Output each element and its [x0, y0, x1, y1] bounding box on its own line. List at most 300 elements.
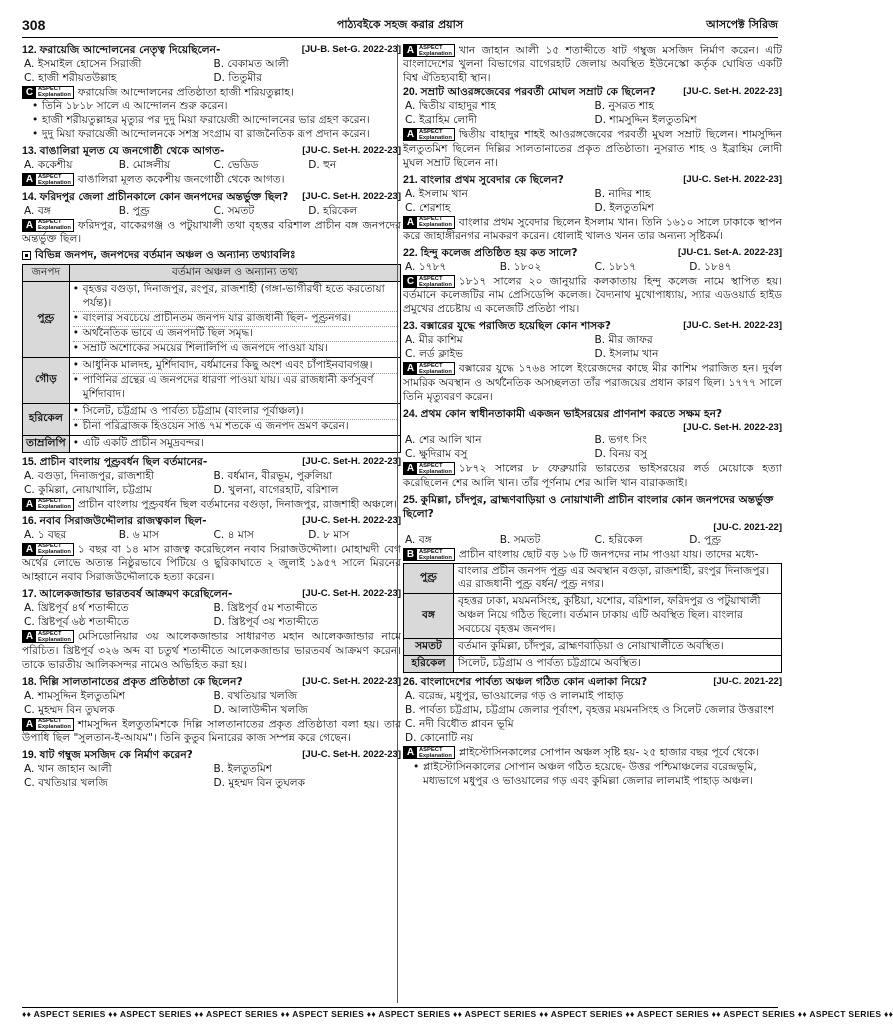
table-row	[404, 656, 782, 673]
explanation-bullets	[403, 761, 782, 789]
option-text: দ্বিতীয় বাহাদুর শাহ	[418, 100, 496, 113]
option-c	[403, 718, 782, 732]
option-b	[593, 188, 783, 202]
explanation-text: বাঙালিরা মূলত ককেশীয় জনগোষ্ঠী থেকে আগত।	[77, 173, 285, 186]
option-a	[22, 159, 117, 173]
explanation-text: প্রাচীন বাংলায় পুণ্ড্রবর্ধন ছিল বর্তমানের বগুড়া, দিনাজপুর, রাজশাহী অঞ্চলে।	[77, 498, 398, 511]
option-text: খান জাহান আলী	[37, 763, 112, 775]
question-number: 19.	[22, 749, 40, 762]
option-d	[212, 72, 402, 86]
option-b	[212, 470, 402, 484]
option-c	[403, 448, 593, 462]
question-text	[22, 145, 302, 159]
badge-label-line: ASPECT	[38, 718, 62, 725]
exam-tag: [JU-C. 2021-22]	[713, 521, 782, 533]
explanation	[403, 216, 782, 244]
option-c	[593, 261, 688, 275]
question-text	[22, 191, 302, 205]
question-stem: ফরিদপুর জেলা প্রাচীনকালে কোন জনপদের অন্তর্ভুক্ত ছিল?	[39, 190, 289, 203]
explanation	[22, 86, 401, 100]
option-text: বিনয় বসু	[609, 448, 648, 461]
badge-label-line: Explanation	[38, 179, 71, 186]
question-number: 18.	[22, 675, 40, 688]
badge-label-line: ASPECT	[419, 462, 443, 469]
question-text	[403, 676, 713, 690]
question-15	[22, 456, 401, 512]
option-letter: C.	[405, 348, 416, 361]
exam-tag: [JU-C. Set-H. 2022-23]	[302, 455, 401, 467]
page-header	[22, 16, 778, 38]
option-letter: B.	[213, 57, 225, 70]
janapada-name: বঙ্গ	[404, 594, 454, 639]
badge-label-line: ASPECT	[38, 219, 62, 226]
badge-label-line: Explanation	[419, 752, 452, 759]
option-a	[403, 434, 593, 448]
question-stem: বক্সারের যুদ্ধে পরাজিত হয়েছিল কোন শাসক?	[420, 320, 611, 333]
question-number: 23.	[403, 320, 421, 333]
explanation	[403, 548, 782, 562]
option-text: ইলতুতমিশ	[227, 763, 272, 775]
badge-label-line: ASPECT	[419, 746, 443, 753]
question-line	[22, 44, 401, 58]
option-letter: A.	[24, 689, 35, 702]
badge-label	[417, 463, 454, 475]
option-text: বখতিয়ার খলজি	[38, 776, 108, 789]
info-list	[73, 283, 397, 356]
question-line	[22, 588, 401, 602]
badge-label	[417, 276, 454, 288]
option-text: হাজী শরীয়তউল্লাহ	[38, 71, 117, 84]
janapada-info	[69, 403, 400, 435]
option-text: মুহম্মদ বিন তুঘলক	[228, 776, 306, 789]
question-line	[403, 247, 782, 261]
question-25	[403, 494, 782, 674]
answer-letter: A	[404, 462, 417, 475]
answer-letter: B	[404, 548, 417, 561]
question-24	[403, 408, 782, 491]
options	[22, 159, 401, 173]
option-letter: B.	[213, 602, 225, 615]
badge-label-line: Explanation	[419, 134, 452, 141]
info-list	[73, 359, 397, 402]
question-stem: প্রথম কোন স্বাধীনতাকামী একজন ভাইসরয়ের প্রাণনাশ করতে সক্ষম হন?	[420, 407, 723, 420]
explanation-text: খান জাহান আলী ১৫ শতাব্দীতে ষাট গম্বুজ মসজিদ নির্মাণ করেন। এটি বাংলাদেশের খুলনা বিভাগের বাগেরহাট জেলায় অবস্থিত ইউনেস্কো কর্তৃক ঘোষিত একটি বিশ্ব ঐতিহ্যবাহী স্থান।	[403, 44, 782, 85]
option-b	[212, 763, 402, 777]
option-letter: D.	[213, 483, 226, 496]
option-b	[212, 58, 402, 72]
question-text	[403, 86, 683, 100]
option-text: ইসলাম খান	[418, 187, 468, 200]
badge-label	[417, 45, 454, 57]
option-letter: B.	[499, 261, 511, 274]
option-d	[687, 534, 782, 548]
option-d	[306, 529, 401, 543]
table-header-row	[23, 265, 401, 282]
answer-letter: A	[404, 216, 417, 229]
explanation-text: প্লাইস্টোসিনকালের সোপান অঞ্চল সৃষ্টি হয়- ২৫ হাজার বছর পূর্বে থেকে।	[458, 746, 759, 759]
aspect-explanation-badge-icon	[403, 275, 455, 288]
option-text: পার্বত্য চট্টগ্রাম, চট্টগ্রাম জেলার পূর্বাংশ, বৃহত্তর ময়মনসিংহ ও সিলেট জেলার উত্তরাংশ	[419, 704, 774, 717]
question-line	[22, 749, 401, 763]
option-c	[212, 159, 307, 173]
exam-tag: [JU-C. Set-H. 2022-23]	[302, 749, 401, 761]
option-text: মোঙ্গলীয়	[132, 159, 171, 172]
question-line	[22, 145, 401, 159]
question-line	[403, 320, 782, 334]
explanation	[22, 543, 401, 585]
table-header-cell: জনপদ	[23, 265, 70, 282]
option-letter: A.	[405, 434, 416, 447]
option-letter: A.	[405, 261, 416, 274]
option-d	[306, 205, 401, 219]
badge-label	[417, 549, 454, 561]
question-21	[403, 174, 782, 244]
option-letter: B.	[118, 529, 130, 541]
info-item: • এটি একটি প্রাচীন সমুদ্রবন্দর।	[73, 437, 397, 451]
badge-label-line: Explanation	[38, 636, 71, 643]
question-19	[22, 749, 401, 791]
options	[403, 534, 782, 548]
option-a	[403, 534, 498, 548]
options	[403, 334, 782, 362]
option-c	[593, 534, 688, 548]
exam-tag: [JU-C. Set-H. 2022-23]	[302, 675, 401, 687]
explanation-text: ১৮১৭ সালের ২০ জানুয়ারি কলকাতায় হিন্দু কলেজ নামে স্থাপিত হয়। বর্তমানে কলেজটির নাম প্রেসিডেন্সি কলেজ। বৈদ্যনাথ মুখোপাধ্যায়, স্যার এডওয়ার্ড হাইড প্রমুখের প্রচেষ্টায় এ কলেজটি প্রতিষ্ঠা পায়।	[403, 275, 782, 316]
option-letter: C.	[24, 71, 35, 84]
question-number: 16.	[22, 515, 40, 528]
question-text	[22, 749, 302, 763]
option-letter: B.	[118, 159, 130, 172]
option-text: হরিকেল	[323, 204, 358, 217]
option-d	[212, 616, 402, 630]
option-text: সমতট	[227, 204, 255, 217]
aspect-explanation-badge-icon	[22, 630, 74, 643]
right-column	[403, 44, 782, 1003]
aspect-explanation-badge-icon	[403, 44, 455, 57]
badge-label-line: Explanation	[38, 724, 71, 731]
badge-label-line: Explanation	[38, 92, 71, 99]
option-text: ৮ মাস	[323, 529, 350, 541]
option-text: তিতুমীর	[228, 71, 263, 84]
janapada-info	[69, 282, 400, 358]
option-letter: A.	[24, 469, 35, 482]
janapada-table-2	[403, 563, 782, 674]
option-a	[22, 763, 212, 777]
badge-label-line: Explanation	[38, 549, 71, 556]
badge-label-line: ASPECT	[38, 86, 62, 93]
option-letter: D.	[308, 529, 320, 541]
options	[403, 434, 782, 462]
question-stem: বাংলাদেশের পার্বত্য অঞ্চল গঠিত কোন এলাকা নিয়ে?	[420, 676, 648, 689]
question-stem: দিল্লি সালতানাতের প্রকৃত প্রতিষ্ঠাতা কে ছিলেন?	[39, 675, 243, 688]
badge-label	[36, 86, 73, 98]
question-stem: হিন্দু কলেজ প্রতিষ্ঠিত হয় কত সালে?	[420, 247, 578, 260]
option-letter: D.	[213, 703, 226, 716]
option-d	[212, 484, 402, 498]
option-b	[593, 334, 783, 348]
option-a	[22, 58, 212, 72]
option-letter: D.	[213, 616, 226, 629]
option-text: মীর জাফর	[608, 334, 653, 347]
option-text: পুণ্ড্র	[132, 204, 150, 217]
question-16	[22, 515, 401, 585]
question-text	[403, 247, 678, 261]
badge-label-line: ASPECT	[419, 362, 443, 369]
option-c	[22, 704, 212, 718]
badge-label-line: Explanation	[419, 554, 452, 561]
explanation-text: ১ বছর বা ১৪ মাস রাজত্ব করেছিলেন নবাব সিরাজউদ্দৌলা। মোহাম্মদী বেগ অর্থের লোভে অত্যন্ত নিষ্ঠুরভাবে পিটিয়ে ও ছুরিকাঘাতে ২ জুলাই ১৯৫৭ সালে মিরনের আহ্বানে নবাব সিরাজউদ্দৌলাকে হত্যা করেন।	[22, 543, 401, 584]
option-a	[22, 602, 212, 616]
option-letter: C.	[213, 159, 225, 172]
answer-letter: A	[404, 128, 417, 141]
option-text: বঙ্গ	[37, 204, 51, 217]
header-title: পাঠ্যবইকে সহজ করার প্রয়াস	[336, 18, 464, 31]
badge-label-line: ASPECT	[419, 128, 443, 135]
option-a	[403, 100, 593, 114]
explanation	[403, 128, 782, 170]
badge-label	[417, 216, 454, 228]
question-text	[22, 515, 302, 529]
option-c	[22, 777, 212, 791]
option-b	[117, 529, 212, 543]
aspect-explanation-badge-icon	[22, 718, 74, 731]
explanation	[403, 275, 782, 317]
info-item: • আধুনিক মালদহ, মুর্শিদাবাদ, বর্ধমানের কিছু অংশ এবং চাঁপাইনবাবগঞ্জ।	[73, 359, 397, 374]
janapada-info: সিলেট, চট্টগ্রাম ও পার্বত্য চট্টগ্রামে অবস্থিত।	[454, 656, 782, 673]
option-letter: C.	[594, 534, 606, 547]
checkbox-icon	[22, 251, 31, 260]
question-stem: কুমিল্লা, চাঁদপুর, ব্রাহ্মণবাড়িয়া ও নোয়াখালী প্রাচীন বাংলার কোন জনপদের অন্তর্ভুক্ত ছিলো?	[403, 493, 774, 520]
option-b	[593, 100, 783, 114]
option-text: আলাউদ্দীন খলজি	[228, 703, 308, 716]
option-a	[22, 529, 117, 543]
option-text: ভগৎ সিং	[608, 434, 647, 447]
option-letter: D.	[308, 159, 320, 172]
option-a	[22, 205, 117, 219]
options	[403, 690, 782, 746]
question-18	[22, 676, 401, 746]
option-text: ১৭৮৭	[418, 261, 447, 274]
answer-letter: A	[404, 362, 417, 375]
explanation	[403, 44, 782, 86]
options	[403, 188, 782, 216]
option-text: ৪ মাস	[227, 529, 254, 541]
option-c	[212, 205, 307, 219]
option-c	[403, 348, 593, 362]
answer-letter: A	[404, 44, 417, 57]
table-header-cell: বর্তমান অঞ্চল ও অন্যান্য তথ্য	[69, 265, 400, 282]
badge-label	[36, 174, 73, 186]
question-stem: প্রাচীন বাংলায় পুণ্ড্রবর্ধন ছিল বর্তমানের-	[39, 455, 208, 468]
exam-tag: [JU-C. 2021-22]	[713, 676, 782, 688]
option-d	[306, 159, 401, 173]
question-number: 21.	[403, 173, 421, 186]
question-12	[22, 44, 401, 142]
option-b	[498, 261, 593, 275]
explanation-text: প্রাচীন বাংলায় ছোট বড় ১৬ টি জনপদের নাম পাওয়া যায়। তাদের মধ্যে-	[458, 548, 759, 561]
badge-label-line: ASPECT	[38, 173, 62, 180]
question-14	[22, 191, 401, 453]
janapada-info: বৃহত্তর ঢাকা, ময়মনসিংহ, কুষ্টিয়া, যশোর, বরিশাল, ফরিদপুর ও পটুয়াখালী অঞ্চল নিয়ে গঠিত ছিলো। বর্তমান ঢাকায় এটি অবস্থিত ছিল। বাংলার সবচেয়ে বৃহত্তম জনপদ।	[454, 594, 782, 639]
option-text: ১৮১৭	[608, 261, 637, 274]
question-number: 15.	[22, 455, 40, 468]
janapada-name: তাম্রলিপি	[23, 435, 70, 452]
question-line	[403, 408, 782, 422]
badge-label-line: ASPECT	[419, 275, 443, 282]
question-line	[403, 676, 782, 690]
option-letter: C.	[213, 529, 225, 541]
option-text: হরিকেল	[608, 534, 643, 547]
option-b	[212, 602, 402, 616]
question-number: 26.	[403, 676, 421, 689]
table-row	[404, 563, 782, 594]
option-a	[403, 690, 782, 704]
answer-letter: A	[23, 173, 36, 186]
answer-letter: C	[404, 275, 417, 288]
table-row	[23, 357, 401, 403]
badge-label-line: Explanation	[419, 468, 452, 475]
question-stem: সম্রাট আওরঙ্গজেবের পরবর্তী মোঘল সম্রাট কে ছিলেন?	[420, 86, 656, 99]
options	[22, 690, 401, 718]
explanation	[22, 219, 401, 247]
option-letter: B.	[499, 534, 511, 547]
table-title	[22, 249, 401, 263]
option-d	[212, 704, 402, 718]
question-13	[22, 145, 401, 187]
option-b	[117, 205, 212, 219]
explanation-text: শামসুদ্দিন ইলতুতমিশকে দিল্লি সালতানাতের প্রকৃত প্রতিষ্ঠাতা বলা হয়। তার উপাধি ছিল "সুলতান-ই-আযম"। তিনি কুতুব মিনারের কাজ সম্পন্ন করে গেছেন।	[22, 718, 401, 745]
option-text: শামসুদ্দিন ইলতুতমিশ	[37, 689, 126, 702]
question-number: 14.	[22, 190, 40, 203]
option-text: কোনোটি নয়	[419, 732, 474, 745]
option-letter: A.	[24, 602, 35, 615]
option-d	[403, 732, 782, 746]
question-stem: নবাব সিরাজউদ্দৌলার রাজত্বকাল ছিল-	[39, 515, 207, 528]
header-series: আসপেক্ট সিরিজ	[706, 18, 778, 31]
aspect-explanation-badge-icon	[22, 173, 74, 186]
option-text: ১ বছর	[37, 529, 67, 541]
exam-tag: [JU-C. Set-H. 2022-23]	[683, 320, 782, 332]
aspect-explanation-badge-icon	[403, 362, 455, 375]
badge-label-line: ASPECT	[419, 44, 443, 51]
option-text: শামসুদ্দিন ইলতুতমিশ	[609, 114, 697, 127]
janapada-table	[22, 264, 401, 453]
badge-label-line: Explanation	[419, 368, 452, 375]
options	[22, 58, 401, 86]
badge-label-line: ASPECT	[419, 216, 443, 223]
option-a	[403, 334, 593, 348]
exam-tag: [JU-C. Set-H. 2022-23]	[683, 86, 782, 98]
option-letter: C.	[405, 201, 416, 214]
option-letter: D.	[594, 201, 607, 214]
option-text: কুমিল্লা, নোয়াখালি, চট্টগ্রাম	[38, 483, 152, 496]
option-text: খ্রিষ্টপূর্ব ৫ম শতাব্দীতে	[227, 602, 318, 615]
option-b	[403, 704, 782, 718]
info-item: • সম্রাট অশোকের সময়ের শিলালিপি এ জনপদে পাওয়া যায়।	[73, 342, 397, 356]
option-text: লর্ড ক্লাইভ	[419, 348, 463, 361]
option-text: ক্ষুদিরাম বসু	[419, 448, 468, 461]
janapada-name: পুণ্ড্র	[404, 563, 454, 594]
option-letter: C.	[405, 114, 416, 127]
badge-label	[417, 363, 454, 375]
option-letter: B.	[594, 334, 606, 347]
option-text: বগুড়া, দিনাজপুর, রাজশাহী	[37, 469, 155, 482]
answer-letter: A	[23, 219, 36, 232]
janapada-name: পুণ্ড্র	[23, 282, 70, 358]
bullet-item: • হাজী শরীয়তুল্লাহর মৃত্যুর পর দুদু মিয়া ফরায়েজী আন্দোলনের ভার গ্রহণ করেন।	[32, 114, 401, 128]
explanation-text: মেসিডোনিয়ার ৩য় আলেকজান্ডার সাধারণত মহান আলেকজান্ডার নামে পরিচিত। খ্রিষ্টপূর্ব ৩২৬ অব্দ বা চতুর্থ শতাব্দীতে আলেকজান্ডার ভারতবর্ষ আক্রমণ করেন। তাকে ভারতীয় আলিকসন্দর নামেও অভিহিত করা হয়।	[22, 630, 401, 671]
option-letter: D.	[689, 261, 701, 274]
option-letter: A.	[405, 187, 416, 200]
option-text: খ্রিষ্টপূর্ব ৩য় শতাব্দীতে	[228, 616, 319, 629]
option-letter: B.	[594, 434, 606, 447]
bullet-item: • তিনি ১৮১৮ সালে এ আন্দোলন শুরু করেন।	[32, 100, 401, 114]
explanation-text: ফরিদপুর, বাকেরগঞ্জ ও পটুয়াখালী তথা বৃহত্তর বরিশাল প্রাচীন বঙ্গ জনপদের অন্তর্ভুক্ত ছিল।	[22, 219, 401, 246]
option-text: বেকামত আলী	[227, 57, 289, 70]
option-text: বর্ধমান, বীরভূম, পুরুলিয়া	[227, 469, 333, 482]
exam-tag: [JU-C. Set-H. 2022-23]	[302, 515, 401, 527]
question-line	[22, 515, 401, 529]
question-26	[403, 676, 782, 788]
badge-label-line: ASPECT	[419, 548, 443, 555]
option-letter: A.	[405, 534, 416, 547]
column-divider	[397, 44, 398, 1003]
question-line	[403, 494, 782, 522]
exam-tag: [JU-C1. Set-A. 2022-23]	[677, 247, 782, 259]
bullet-item: • প্লাইস্টোসিনকালের সোপান অঞ্চল গঠিত হয়েছে- উত্তর পশ্চিমাঞ্চলের বরেন্দ্রভূমি, মধ্যভাগে মধুপুর ও ভাওয়ালের গড় এবং কুমিল্লা জেলার লালমাই পাহাড় অঞ্চল।	[413, 761, 782, 789]
explanation-bullets	[22, 100, 401, 142]
option-letter: B.	[213, 469, 225, 482]
option-a	[403, 261, 498, 275]
option-letter: D.	[689, 534, 701, 547]
table-row	[23, 282, 401, 358]
option-letter: B.	[405, 704, 416, 717]
question-line	[22, 676, 401, 690]
badge-label-line: Explanation	[38, 225, 71, 232]
badge-label-line: ASPECT	[38, 498, 62, 505]
option-letter: A.	[24, 159, 35, 172]
aspect-explanation-badge-icon	[403, 548, 455, 561]
option-text: ককেশীয়	[37, 159, 73, 172]
option-letter: A.	[24, 204, 35, 217]
option-letter: A.	[405, 100, 416, 113]
janapada-name: গৌড়	[23, 357, 70, 403]
option-b	[593, 434, 783, 448]
aspect-explanation-badge-icon	[403, 746, 455, 759]
option-letter: D.	[213, 71, 226, 84]
option-text: নাদির শাহ	[608, 187, 651, 200]
question-stem: আলেকজান্ডার ভারতবর্ষ আক্রমণ করেছিলেন-	[39, 588, 233, 601]
option-c	[22, 616, 212, 630]
question-number: 25.	[403, 493, 421, 506]
question-text	[403, 174, 683, 188]
explanation	[22, 173, 401, 187]
question-text	[403, 494, 782, 522]
options	[403, 261, 782, 275]
option-letter: A.	[24, 529, 35, 541]
option-text: ইসমাইল হোসেন সিরাজী	[37, 57, 142, 70]
option-c	[22, 484, 212, 498]
info-item: • বাংলার সবচেয়ে প্রাচীনতম জনপদ যার রাজধানী ছিল- পুণ্ড্রনগর।	[73, 312, 397, 327]
badge-label	[36, 543, 73, 555]
info-list	[73, 405, 397, 434]
janapada-name: হরিকেল	[23, 403, 70, 435]
option-letter: C.	[594, 261, 606, 274]
question-number: 17.	[22, 588, 40, 601]
exam-tag: [JU-C. Set-H. 2022-23]	[683, 173, 782, 185]
badge-label-line: ASPECT	[38, 630, 62, 637]
option-a	[22, 690, 212, 704]
